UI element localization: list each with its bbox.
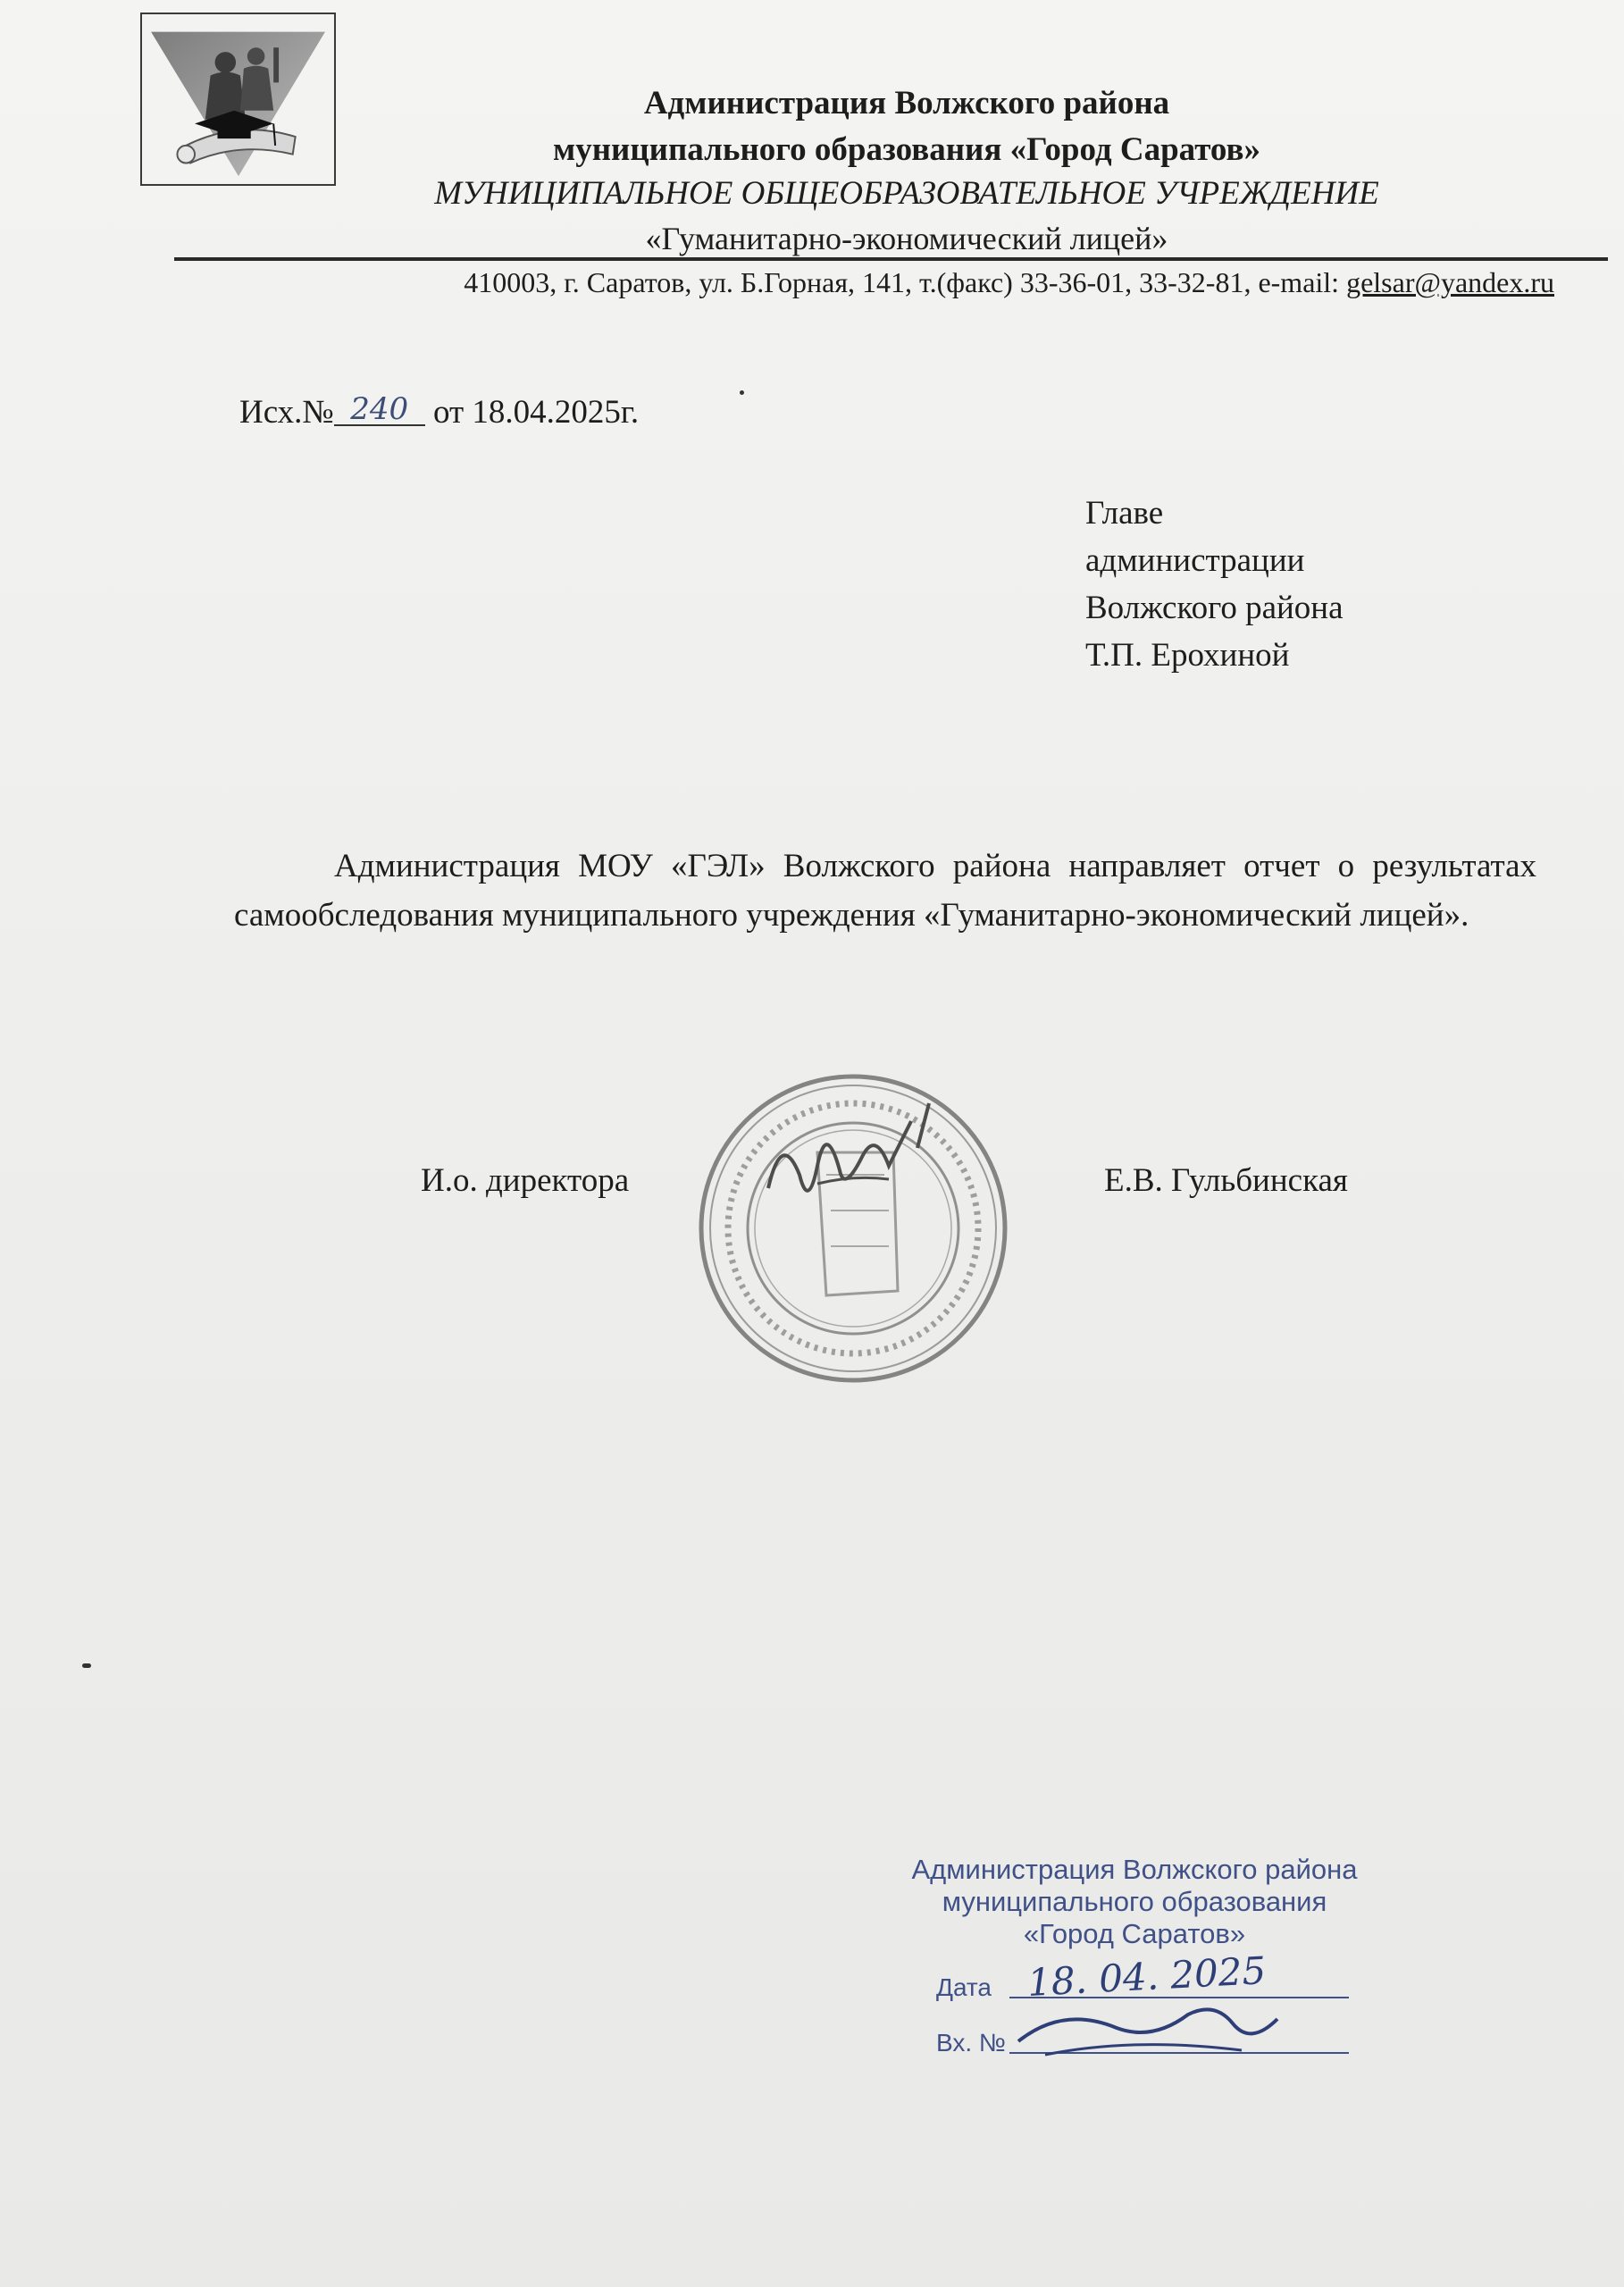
- signatory-title: И.о. директора: [421, 1162, 630, 1199]
- signatory-name: Е.В. Гульбинская: [1104, 1162, 1348, 1199]
- outgoing-number: [239, 393, 639, 431]
- stamp-line2: муниципального образования: [942, 1886, 1327, 1917]
- stamp-line3: «Город Саратов»: [1023, 1918, 1246, 1949]
- header-admin-line1: Администрация Волжского района: [643, 85, 1170, 121]
- addressee-line: администрации: [1085, 542, 1305, 579]
- header-divider: [174, 257, 1608, 261]
- stamp-line1: Администрация Волжского района: [911, 1854, 1358, 1885]
- header-institution-name: «Гуманитарно-экономический лицей»: [645, 221, 1168, 256]
- outgoing-number-value: 240: [334, 394, 425, 426]
- incoming-signature-scribble: [1009, 1988, 1295, 2068]
- stamp-date-label: Дата: [936, 1973, 992, 2001]
- addressee-block: [1085, 490, 1344, 679]
- header-admin-line2: муниципального образования «Город Саратов»: [553, 131, 1260, 168]
- addressee-line: Главе: [1085, 495, 1164, 532]
- letter-body: Администрация МОУ «ГЭЛ» Волжского района направляет отчет о результатах самообследования муниципального учреждения «Гуманитарно-экономический лицей».: [234, 848, 1536, 934]
- outgoing-date: от 18.04.2025г.: [424, 394, 640, 431]
- stamp-date-value: 18. 04. 2025: [1025, 1948, 1268, 2005]
- email-link[interactable]: gelsar@yandex.ru: [1346, 266, 1554, 298]
- header-address: [214, 266, 1608, 299]
- paper-speck: [82, 1663, 91, 1668]
- outgoing-prefix: Исх.№: [239, 394, 334, 431]
- paper-speck: [740, 390, 744, 395]
- official-seal: [683, 1068, 1023, 1389]
- addressee-line: Т.П. Ерохиной: [1085, 637, 1290, 674]
- addressee-line: Волжского района: [1085, 590, 1344, 626]
- stamp-number-label: Вх. №: [936, 2029, 1006, 2057]
- incoming-registration-stamp: [884, 1854, 1385, 2061]
- address-text: 410003, г. Саратов, ул. Б.Горная, 141, т.(факс) 33-36-01, 33-32-81, e-mail:: [464, 266, 1347, 298]
- lyceum-logo: [140, 13, 336, 186]
- header-institution-type: МУНИЦИПАЛЬНОЕ ОБЩЕОБРАЗОВАТЕЛЬНОЕ УЧРЕЖДЕНИЕ: [434, 175, 1379, 212]
- graduation-cap-icon: [142, 14, 334, 184]
